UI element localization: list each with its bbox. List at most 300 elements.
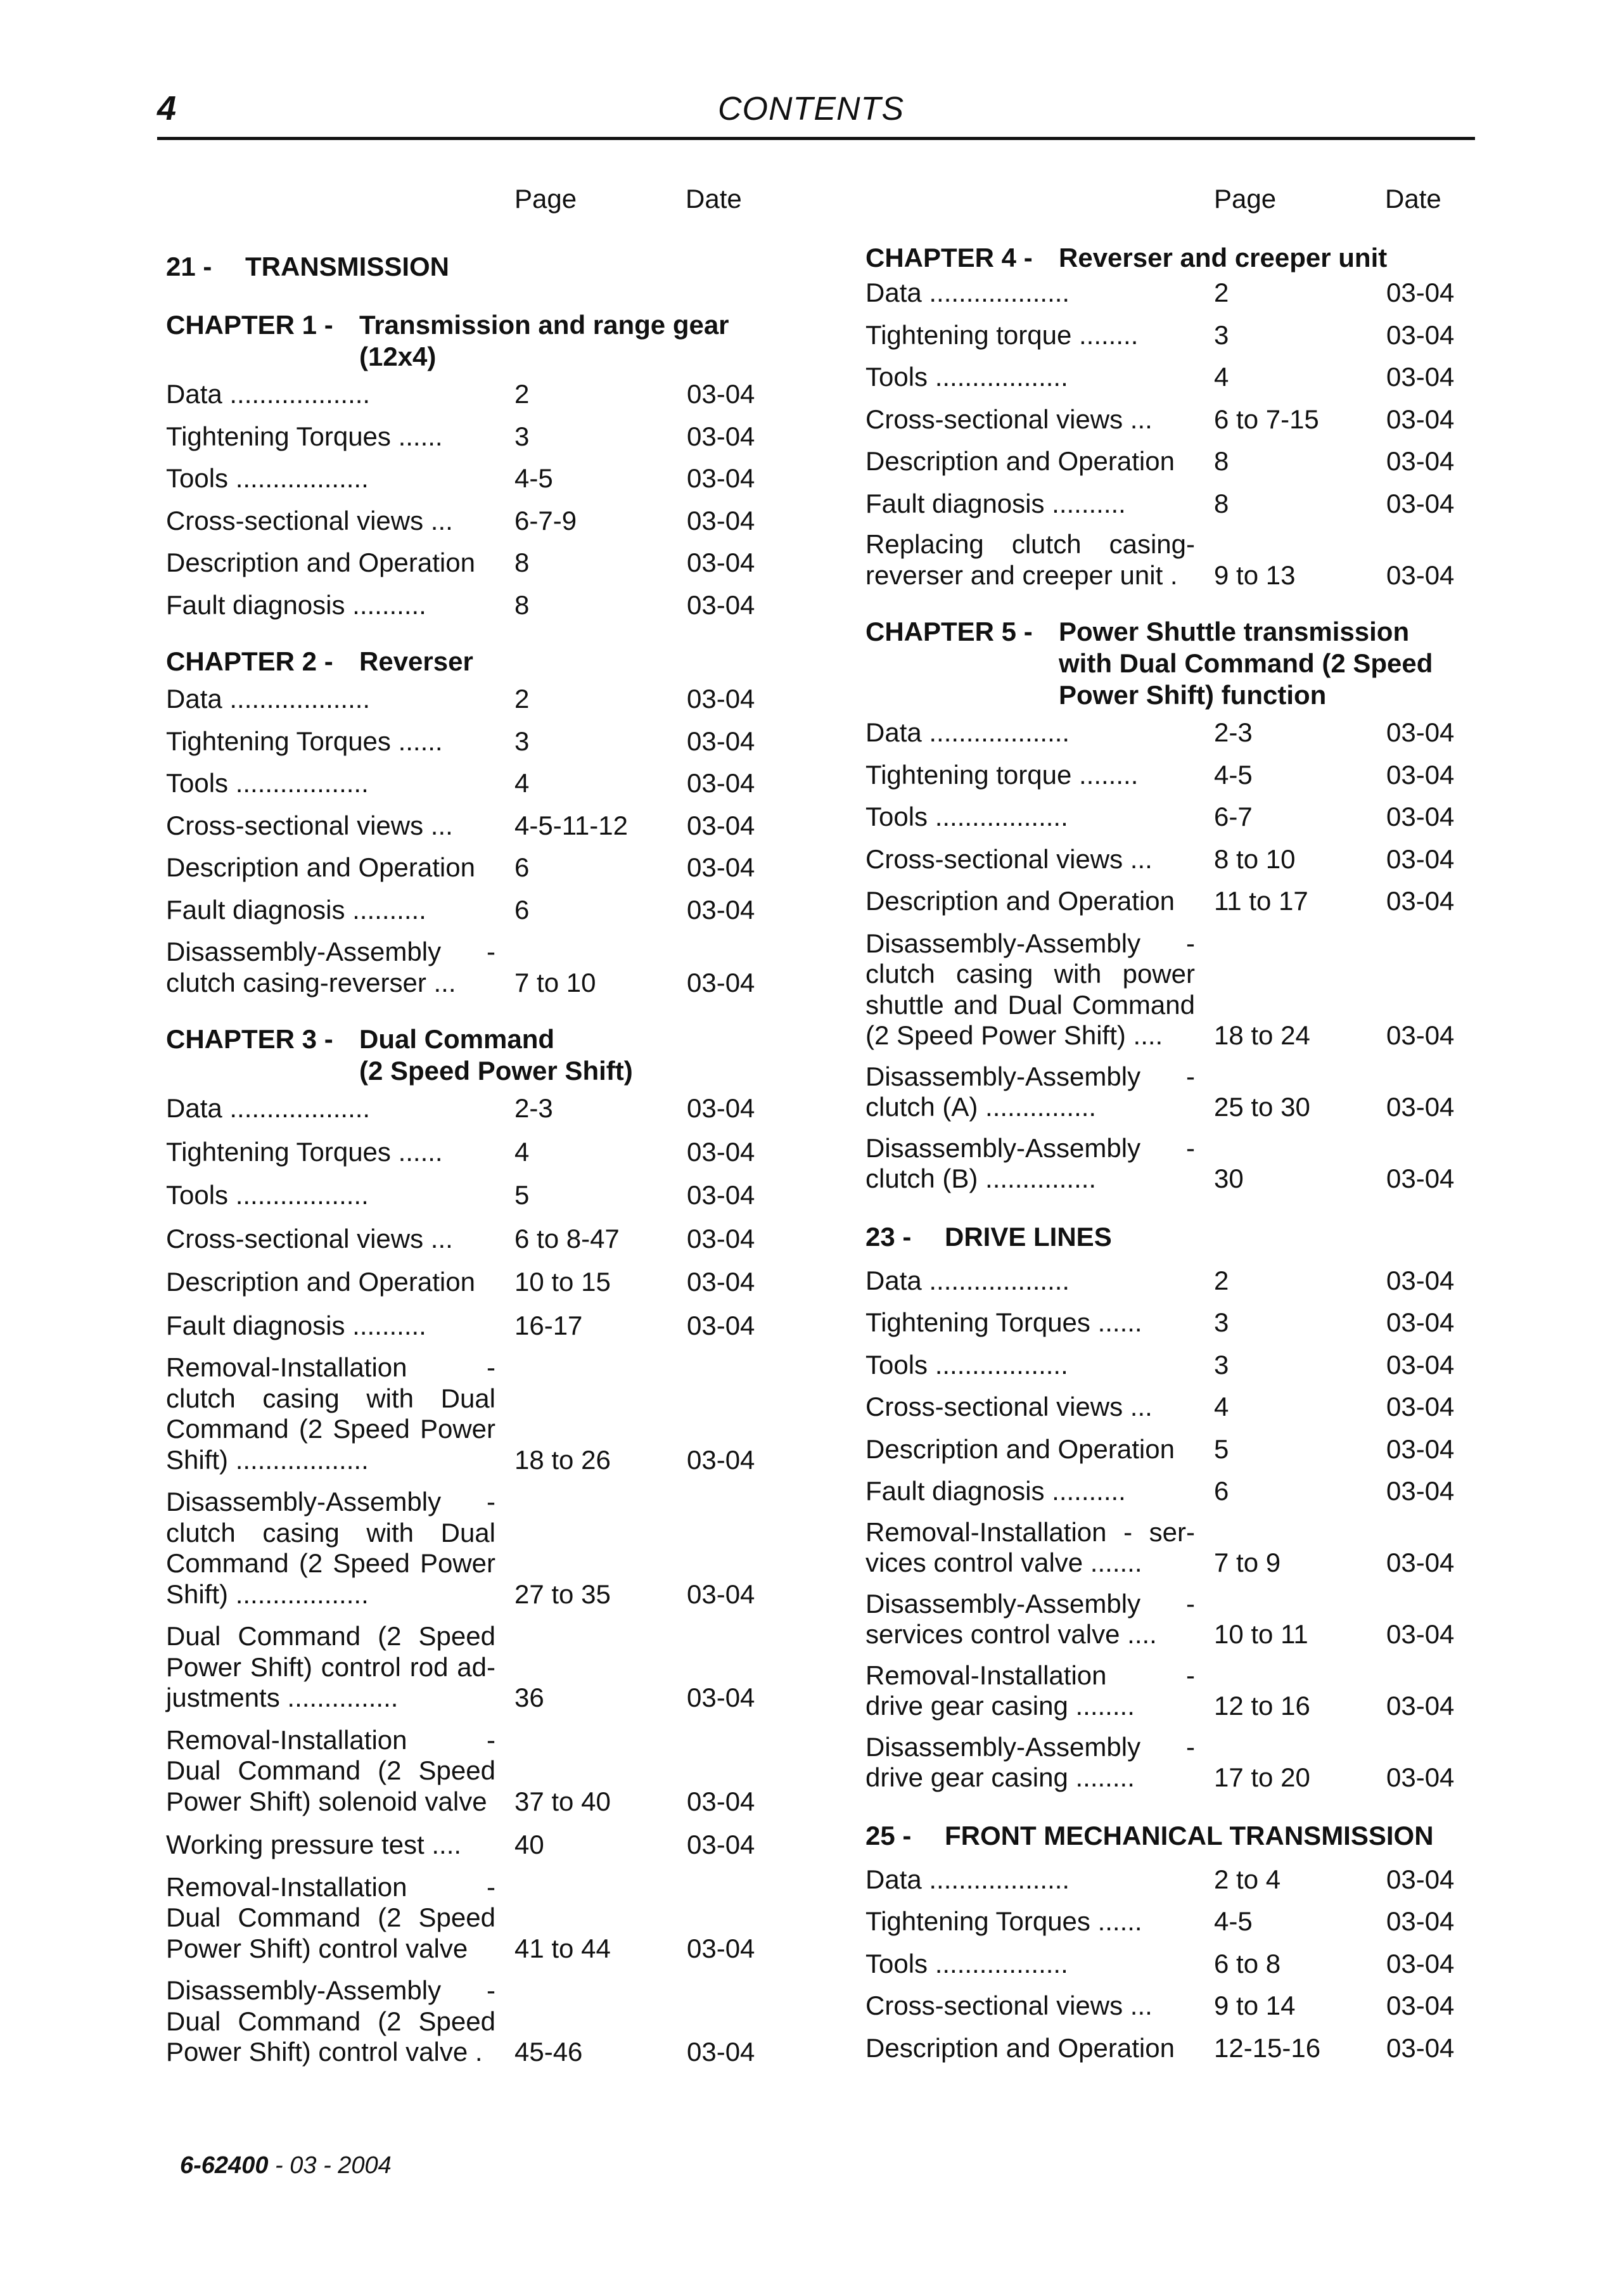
- entry-title-line: Tightening Torques ......: [166, 421, 443, 451]
- section-title: TRANSMISSION: [245, 252, 450, 281]
- toc-entry: [865, 886, 1471, 917]
- entry-date: 03-04: [1386, 1864, 1455, 1894]
- entry-date: 03-04: [1386, 1619, 1455, 1649]
- toc-entry: [865, 1266, 1471, 1297]
- entry-title-line: Power Shift) control valve: [166, 1933, 468, 1963]
- entry-title: [166, 1725, 495, 1818]
- entry-page: 8: [514, 589, 530, 620]
- entry-title-line: Cross-sectional views ...: [166, 1223, 453, 1254]
- entry-title: [865, 2033, 1195, 2064]
- entry-title-line: clutch (B) ...............: [865, 1164, 1097, 1193]
- section-title: DRIVE LINES: [945, 1221, 1112, 1252]
- entry-title-line: Command (2 Speed Power: [166, 1414, 495, 1444]
- entry-page: 7 to 10: [514, 967, 596, 997]
- toc-entry: [166, 463, 771, 494]
- entry-title-line: Shift) ..................: [166, 1444, 369, 1475]
- entry-date: 03-04: [1386, 1691, 1455, 1721]
- toc-entry: [865, 1949, 1471, 1980]
- entry-title: [166, 852, 495, 883]
- entry-date: 03-04: [687, 894, 755, 925]
- chapter-title-line: Reverser and creeper unit: [1059, 243, 1388, 273]
- chapter-title-line: Reverser: [359, 646, 473, 676]
- entry-page: 3: [1214, 1349, 1229, 1380]
- entry-title: [166, 1872, 495, 1965]
- entry-title: [865, 1266, 1195, 1297]
- toc-entry: [865, 1991, 1471, 2022]
- entry-title: [865, 1589, 1195, 1650]
- entry-page: 45-46: [514, 2037, 583, 2067]
- entry-title: [166, 421, 495, 452]
- entry-title-line: Shift) ..................: [166, 1579, 369, 1609]
- entry-title: [166, 1267, 495, 1298]
- section-title: FRONT MECHANICAL TRANSMISSION: [945, 1820, 1434, 1850]
- entry-date: 03-04: [1386, 1476, 1455, 1506]
- entry-title: [166, 590, 495, 621]
- entry-title-line: Disassembly-Assembly -: [865, 1132, 1195, 1163]
- entry-date: 03-04: [1386, 1020, 1455, 1050]
- toc-entry: [166, 1352, 771, 1475]
- toc-entry: [865, 1133, 1471, 1195]
- entry-page: 10 to 15: [514, 1267, 611, 1297]
- entry-title-line: Command (2 Speed Power: [166, 1548, 495, 1578]
- entry-page: 6: [1214, 1476, 1229, 1506]
- toc-entry: [865, 529, 1471, 591]
- entry-page: 12 to 16: [1214, 1691, 1310, 1721]
- toc-entry: [166, 1137, 771, 1168]
- entry-title: [865, 1061, 1195, 1123]
- entry-page: 6: [514, 894, 530, 925]
- entry-date: 03-04: [687, 1444, 755, 1475]
- entry-title-line: Dual Command (2 Speed: [166, 1755, 495, 1785]
- entry-title-line: Cross-sectional views ...: [865, 1991, 1153, 2020]
- entry-title: [166, 1093, 495, 1124]
- entry-title-line: Tools ..................: [166, 463, 369, 493]
- toc-entry: [865, 278, 1471, 309]
- entry-title: [865, 1949, 1195, 1980]
- entry-date: 03-04: [687, 463, 755, 493]
- entry-date: 03-04: [687, 1786, 755, 1816]
- entry-page: 12-15-16: [1214, 2032, 1321, 2063]
- toc-entry: [166, 1487, 771, 1610]
- chapter-number: CHAPTER 3 -: [166, 1024, 333, 1054]
- entry-title-line: Fault diagnosis ..........: [166, 894, 426, 925]
- entry-date: 03-04: [687, 726, 755, 756]
- entry-title-line: Disassembly-Assembly -: [865, 1588, 1195, 1619]
- entry-date: 03-04: [687, 1830, 755, 1859]
- chapter-number: CHAPTER 2 -: [166, 646, 333, 676]
- entry-date: 03-04: [687, 421, 755, 451]
- toc-entry: [865, 1350, 1471, 1381]
- entry-title: [166, 1621, 495, 1714]
- entry-date: 03-04: [1386, 2032, 1455, 2063]
- page-title: CONTENTS: [718, 91, 904, 127]
- entry-date: 03-04: [687, 2037, 755, 2067]
- entry-title: [166, 1180, 495, 1211]
- entry-title-line: services control valve ....: [865, 1619, 1157, 1649]
- entry-date: 03-04: [1386, 560, 1455, 590]
- entry-page: 18 to 26: [514, 1444, 611, 1475]
- entry-title-line: Working pressure test ....: [166, 1830, 462, 1859]
- section-heading: [865, 1220, 1471, 1254]
- entry-date: 03-04: [1386, 1307, 1455, 1337]
- entry-title-line: Power Shift) control rod ad-: [166, 1651, 495, 1682]
- entry-title-line: clutch (A) ...............: [865, 1092, 1097, 1122]
- toc-entry: [865, 1307, 1471, 1338]
- entry-date: 03-04: [1386, 404, 1455, 434]
- toc-entry: [865, 1732, 1471, 1793]
- entry-title-line: Tools ..................: [166, 768, 369, 798]
- entry-date: 03-04: [687, 1223, 755, 1254]
- toc-entry: [865, 1392, 1471, 1423]
- entry-title: [865, 1350, 1195, 1381]
- entry-page: 5: [1214, 1433, 1229, 1464]
- toc-entry: [865, 1589, 1471, 1650]
- chapter-title-line: Power Shuttle transmission: [1059, 617, 1410, 646]
- entry-title-line: clutch casing with Dual: [166, 1517, 495, 1548]
- toc-entry: [166, 421, 771, 452]
- entry-title: [166, 1487, 495, 1610]
- entry-title: [865, 1434, 1195, 1465]
- entry-page: 8: [1214, 446, 1229, 476]
- chapter-title-line: Power Shift) function: [1059, 680, 1327, 710]
- toc-entry: [166, 1311, 771, 1342]
- entry-title-line: Tightening Torques ......: [865, 1906, 1142, 1936]
- entry-title: [865, 278, 1195, 309]
- chapter-heading: [865, 616, 1471, 711]
- entry-date: 03-04: [687, 1136, 755, 1167]
- toc-entry: [865, 489, 1471, 520]
- entry-page: 40: [514, 1830, 544, 1859]
- toc-entry: [865, 844, 1471, 875]
- entry-title: [865, 1660, 1195, 1722]
- entry-title: [865, 1307, 1195, 1338]
- entry-title: [166, 895, 495, 926]
- toc-entry: [166, 1180, 771, 1211]
- entry-title: [166, 1352, 495, 1475]
- entry-title: [865, 1864, 1195, 1895]
- toc-entry: [865, 1476, 1471, 1507]
- entry-title-line: Cross-sectional views ...: [865, 404, 1153, 434]
- entry-date: 03-04: [1386, 1164, 1455, 1193]
- entry-date: 03-04: [1386, 759, 1455, 790]
- entry-date: 03-04: [1386, 1948, 1455, 1979]
- entry-title-line: Removal-Installation -: [166, 1871, 495, 1902]
- entry-title-line: Tightening Torques ......: [166, 1136, 443, 1167]
- entry-title-line: Tightening Torques ......: [865, 1307, 1142, 1337]
- toc-entry: [166, 1830, 771, 1861]
- entry-title-line: Description and Operation: [865, 446, 1175, 476]
- entry-date: 03-04: [687, 1180, 755, 1210]
- entry-date: 03-04: [1386, 886, 1455, 916]
- entry-page: 36: [514, 1683, 544, 1712]
- toc-entry: [865, 404, 1471, 435]
- entry-date: 03-04: [1386, 1265, 1455, 1295]
- column-header-date: Date: [686, 184, 742, 214]
- entry-title: [166, 684, 495, 715]
- entry-title: [166, 1830, 495, 1861]
- entry-date: 03-04: [1386, 278, 1455, 307]
- entry-page: 4-5: [514, 463, 553, 493]
- entry-title-line: Tools ..................: [865, 1948, 1068, 1979]
- chapter-title-line: Transmission and range gear: [359, 310, 729, 340]
- entry-page: 27 to 35: [514, 1579, 611, 1609]
- entry-title-line: Cross-sectional views ...: [865, 1392, 1153, 1421]
- entry-page: 2: [514, 379, 530, 409]
- toc-entry: [865, 320, 1471, 351]
- entry-title-line: Disassembly-Assembly -: [865, 1061, 1195, 1091]
- entry-page: 4: [514, 1136, 530, 1167]
- entry-date: 03-04: [1386, 1392, 1455, 1421]
- entry-title-line: Removal-Installation -: [166, 1352, 495, 1382]
- entry-date: 03-04: [687, 967, 755, 997]
- entry-title-line: reverser and creeper unit .: [865, 560, 1178, 590]
- entry-title-line: Description and Operation: [865, 1433, 1175, 1464]
- entry-title-line: Replacing clutch casing-: [865, 529, 1195, 559]
- entry-date: 03-04: [1386, 1349, 1455, 1380]
- entry-title: [166, 937, 495, 998]
- entry-page: 8: [1214, 488, 1229, 518]
- entry-page: 4: [1214, 362, 1229, 392]
- toc-entry: [166, 1224, 771, 1255]
- entry-title: [865, 802, 1195, 833]
- entry-page: 18 to 24: [1214, 1020, 1310, 1050]
- entry-date: 03-04: [1386, 1991, 1455, 2020]
- entry-title: [865, 1476, 1195, 1507]
- entry-page: 9 to 14: [1214, 1991, 1296, 2020]
- entry-title-line: Tools ..................: [865, 362, 1068, 392]
- entry-page: 25 to 30: [1214, 1092, 1310, 1122]
- section-number: 25 -: [865, 1820, 912, 1850]
- entry-date: 03-04: [1386, 446, 1455, 476]
- entry-page: 9 to 13: [1214, 560, 1296, 590]
- entry-title: [865, 489, 1195, 520]
- entry-title-line: Description and Operation: [865, 886, 1175, 916]
- toc-entry: [166, 1725, 771, 1818]
- entry-title-line: Data ...................: [865, 1265, 1070, 1295]
- entry-date: 03-04: [1386, 1762, 1455, 1792]
- entry-title: [166, 726, 495, 757]
- entry-page: 6-7-9: [514, 505, 577, 536]
- entry-date: 03-04: [687, 548, 755, 577]
- entry-title: [865, 760, 1195, 791]
- toc-entry: [166, 590, 771, 621]
- entry-date: 03-04: [687, 684, 755, 714]
- entry-page: 3: [514, 726, 530, 756]
- entry-date: 03-04: [1386, 488, 1455, 518]
- chapter-heading: [865, 242, 1471, 274]
- entry-page: 6 to 7-15: [1214, 404, 1319, 434]
- toc-entry: [865, 1061, 1471, 1123]
- entry-title-line: Fault diagnosis ..........: [865, 1476, 1126, 1506]
- footer-code: 6-62400: [180, 2152, 269, 2179]
- entry-date: 03-04: [1386, 843, 1455, 874]
- entry-page: 6-7: [1214, 802, 1253, 831]
- entry-date: 03-04: [687, 1310, 755, 1340]
- toc-entry: [166, 684, 771, 715]
- entry-title-line: Dual Command (2 Speed: [166, 2006, 495, 2036]
- entry-title: [865, 446, 1195, 477]
- entry-title-line: Data ...................: [865, 1864, 1070, 1894]
- entry-page: 5: [514, 1180, 530, 1210]
- toc-entry: [166, 1621, 771, 1714]
- entry-page: 2-3: [1214, 717, 1253, 747]
- entry-date: 03-04: [687, 379, 755, 409]
- entry-page: 2: [1214, 1265, 1229, 1295]
- entry-date: 03-04: [1386, 802, 1455, 831]
- toc-entry: [166, 852, 771, 883]
- entry-title-line: drive gear casing ........: [865, 1691, 1135, 1721]
- entry-title-line: Data ...................: [865, 717, 1070, 747]
- entry-page: 4-5: [1214, 1906, 1253, 1936]
- entry-title-line: Disassembly-Assembly -: [166, 1975, 495, 2005]
- section-number: 21 -: [166, 252, 212, 281]
- entry-title: [166, 548, 495, 579]
- entry-title: [865, 844, 1195, 875]
- entry-page: 3: [1214, 1307, 1229, 1337]
- entry-date: 03-04: [687, 852, 755, 882]
- entry-page: 17 to 20: [1214, 1762, 1310, 1792]
- toc-entry: [166, 937, 771, 998]
- toc-entry: [166, 895, 771, 926]
- entry-title-line: justments ...............: [166, 1683, 399, 1712]
- toc-entry: [166, 548, 771, 579]
- entry-page: 10 to 11: [1214, 1619, 1308, 1649]
- toc-entry: [865, 717, 1471, 748]
- section-number: 23 -: [865, 1221, 912, 1252]
- column-header-page: Page: [514, 184, 577, 214]
- toc-entry: [166, 1267, 771, 1298]
- entry-title: [166, 811, 495, 842]
- entry-page: 7 to 9: [1214, 1548, 1281, 1577]
- chapter-number: CHAPTER 4 -: [865, 243, 1033, 273]
- entry-title: [865, 320, 1195, 351]
- entry-title-line: Description and Operation: [865, 2032, 1175, 2063]
- toc-entry: [166, 379, 771, 410]
- entry-title-line: Disassembly-Assembly -: [865, 1731, 1195, 1762]
- toc-entry: [166, 1975, 771, 2068]
- entry-date: 03-04: [687, 1267, 755, 1297]
- header-rule: [157, 137, 1475, 140]
- entry-title-line: clutch casing with power: [865, 959, 1195, 989]
- chapter-title-line: (12x4): [359, 342, 437, 371]
- column-header-page: Page: [1214, 184, 1277, 214]
- entry-date: 03-04: [687, 810, 755, 840]
- toc-entry: [865, 760, 1471, 791]
- entry-title-line: Fault diagnosis ..........: [166, 589, 426, 620]
- entry-page: 2-3: [514, 1093, 553, 1123]
- toc-entry: [865, 362, 1471, 393]
- entry-title-line: Data ...................: [166, 1093, 371, 1123]
- entry-title: [166, 1224, 495, 1255]
- toc-entry: [865, 2033, 1471, 2064]
- entry-title-line: Fault diagnosis ..........: [166, 1310, 426, 1340]
- toc-entry: [865, 1517, 1471, 1579]
- entry-page: 6 to 8: [1214, 1948, 1281, 1979]
- entry-title: [865, 529, 1195, 591]
- entry-title-line: drive gear casing ........: [865, 1762, 1135, 1792]
- entry-title-line: Tightening torque ........: [865, 319, 1139, 350]
- contents-column-left: [166, 184, 771, 2068]
- entry-title-line: Tools ..................: [865, 802, 1068, 831]
- entry-title: [166, 379, 495, 410]
- entry-title-line: Power Shift) control valve .: [166, 2037, 483, 2067]
- entry-title: [865, 1732, 1195, 1793]
- entry-title-line: Tools ..................: [865, 1349, 1068, 1380]
- entry-date: 03-04: [687, 1093, 755, 1123]
- entry-date: 03-04: [687, 505, 755, 536]
- entry-title: [865, 886, 1195, 917]
- entry-title: [166, 1137, 495, 1168]
- entry-date: 03-04: [1386, 1906, 1455, 1936]
- chapter-title-line: (2 Speed Power Shift): [359, 1056, 633, 1086]
- entry-page: 4: [1214, 1392, 1229, 1421]
- entry-title: [865, 1517, 1195, 1579]
- entry-date: 03-04: [687, 589, 755, 620]
- entry-title-line: Cross-sectional views ...: [865, 843, 1153, 874]
- entry-page: 4-5-11-12: [514, 810, 628, 840]
- entry-title: [166, 768, 495, 799]
- entry-page: 8 to 10: [1214, 843, 1296, 874]
- entry-date: 03-04: [687, 1933, 755, 1963]
- entry-title-line: Disassembly-Assembly -: [166, 1487, 495, 1517]
- entry-title-line: Power Shift) solenoid valve: [166, 1786, 487, 1816]
- chapter-heading: [166, 309, 771, 373]
- page-footer: [180, 2152, 392, 2179]
- entry-page: 11 to 17: [1214, 886, 1308, 916]
- page-number: 4: [157, 89, 177, 127]
- column-header-date: Date: [1385, 184, 1441, 214]
- column-header: [865, 184, 1471, 229]
- entry-title: [166, 1311, 495, 1342]
- entry-title-line: Fault diagnosis ..........: [865, 488, 1126, 518]
- entry-title-line: Removal-Installation -: [166, 1724, 495, 1755]
- entry-page: 2: [514, 684, 530, 714]
- entry-title-line: Disassembly-Assembly -: [166, 937, 495, 966]
- entry-title-line: Cross-sectional views ...: [166, 505, 453, 536]
- entry-page: 4: [514, 768, 530, 798]
- toc-entry: [166, 768, 771, 799]
- entry-title: [166, 463, 495, 494]
- entry-page: 6 to 8-47: [514, 1223, 620, 1254]
- entry-date: 03-04: [1386, 362, 1455, 392]
- chapter-title-line: Dual Command: [359, 1024, 555, 1054]
- toc-entry: [166, 1093, 771, 1124]
- entry-title-line: Description and Operation: [166, 852, 475, 882]
- entry-title-line: Dual Command (2 Speed: [166, 1621, 495, 1651]
- entry-title-line: clutch casing-reverser ...: [166, 967, 456, 997]
- chapter-heading: [166, 646, 771, 677]
- entry-page: 3: [514, 421, 530, 451]
- entry-title-line: Data ...................: [166, 684, 371, 714]
- entry-title: [865, 362, 1195, 393]
- entry-page: 4-5: [1214, 759, 1253, 790]
- entry-title-line: clutch casing with Dual: [166, 1383, 495, 1413]
- entry-page: 2 to 4: [1214, 1864, 1281, 1894]
- toc-entry: [166, 506, 771, 537]
- toc-entry: [166, 1872, 771, 1965]
- entry-title: [865, 1133, 1195, 1195]
- chapter-title-line: with Dual Command (2 Speed: [1059, 648, 1433, 678]
- entry-date: 03-04: [1386, 319, 1455, 350]
- entry-page: 37 to 40: [514, 1786, 611, 1816]
- entry-date: 03-04: [687, 1683, 755, 1712]
- entry-title: [865, 717, 1195, 748]
- entry-page: 3: [1214, 319, 1229, 350]
- entry-title: [865, 1392, 1195, 1423]
- entry-date: 03-04: [1386, 1092, 1455, 1122]
- entry-date: 03-04: [1386, 1548, 1455, 1577]
- entry-date: 03-04: [687, 1579, 755, 1609]
